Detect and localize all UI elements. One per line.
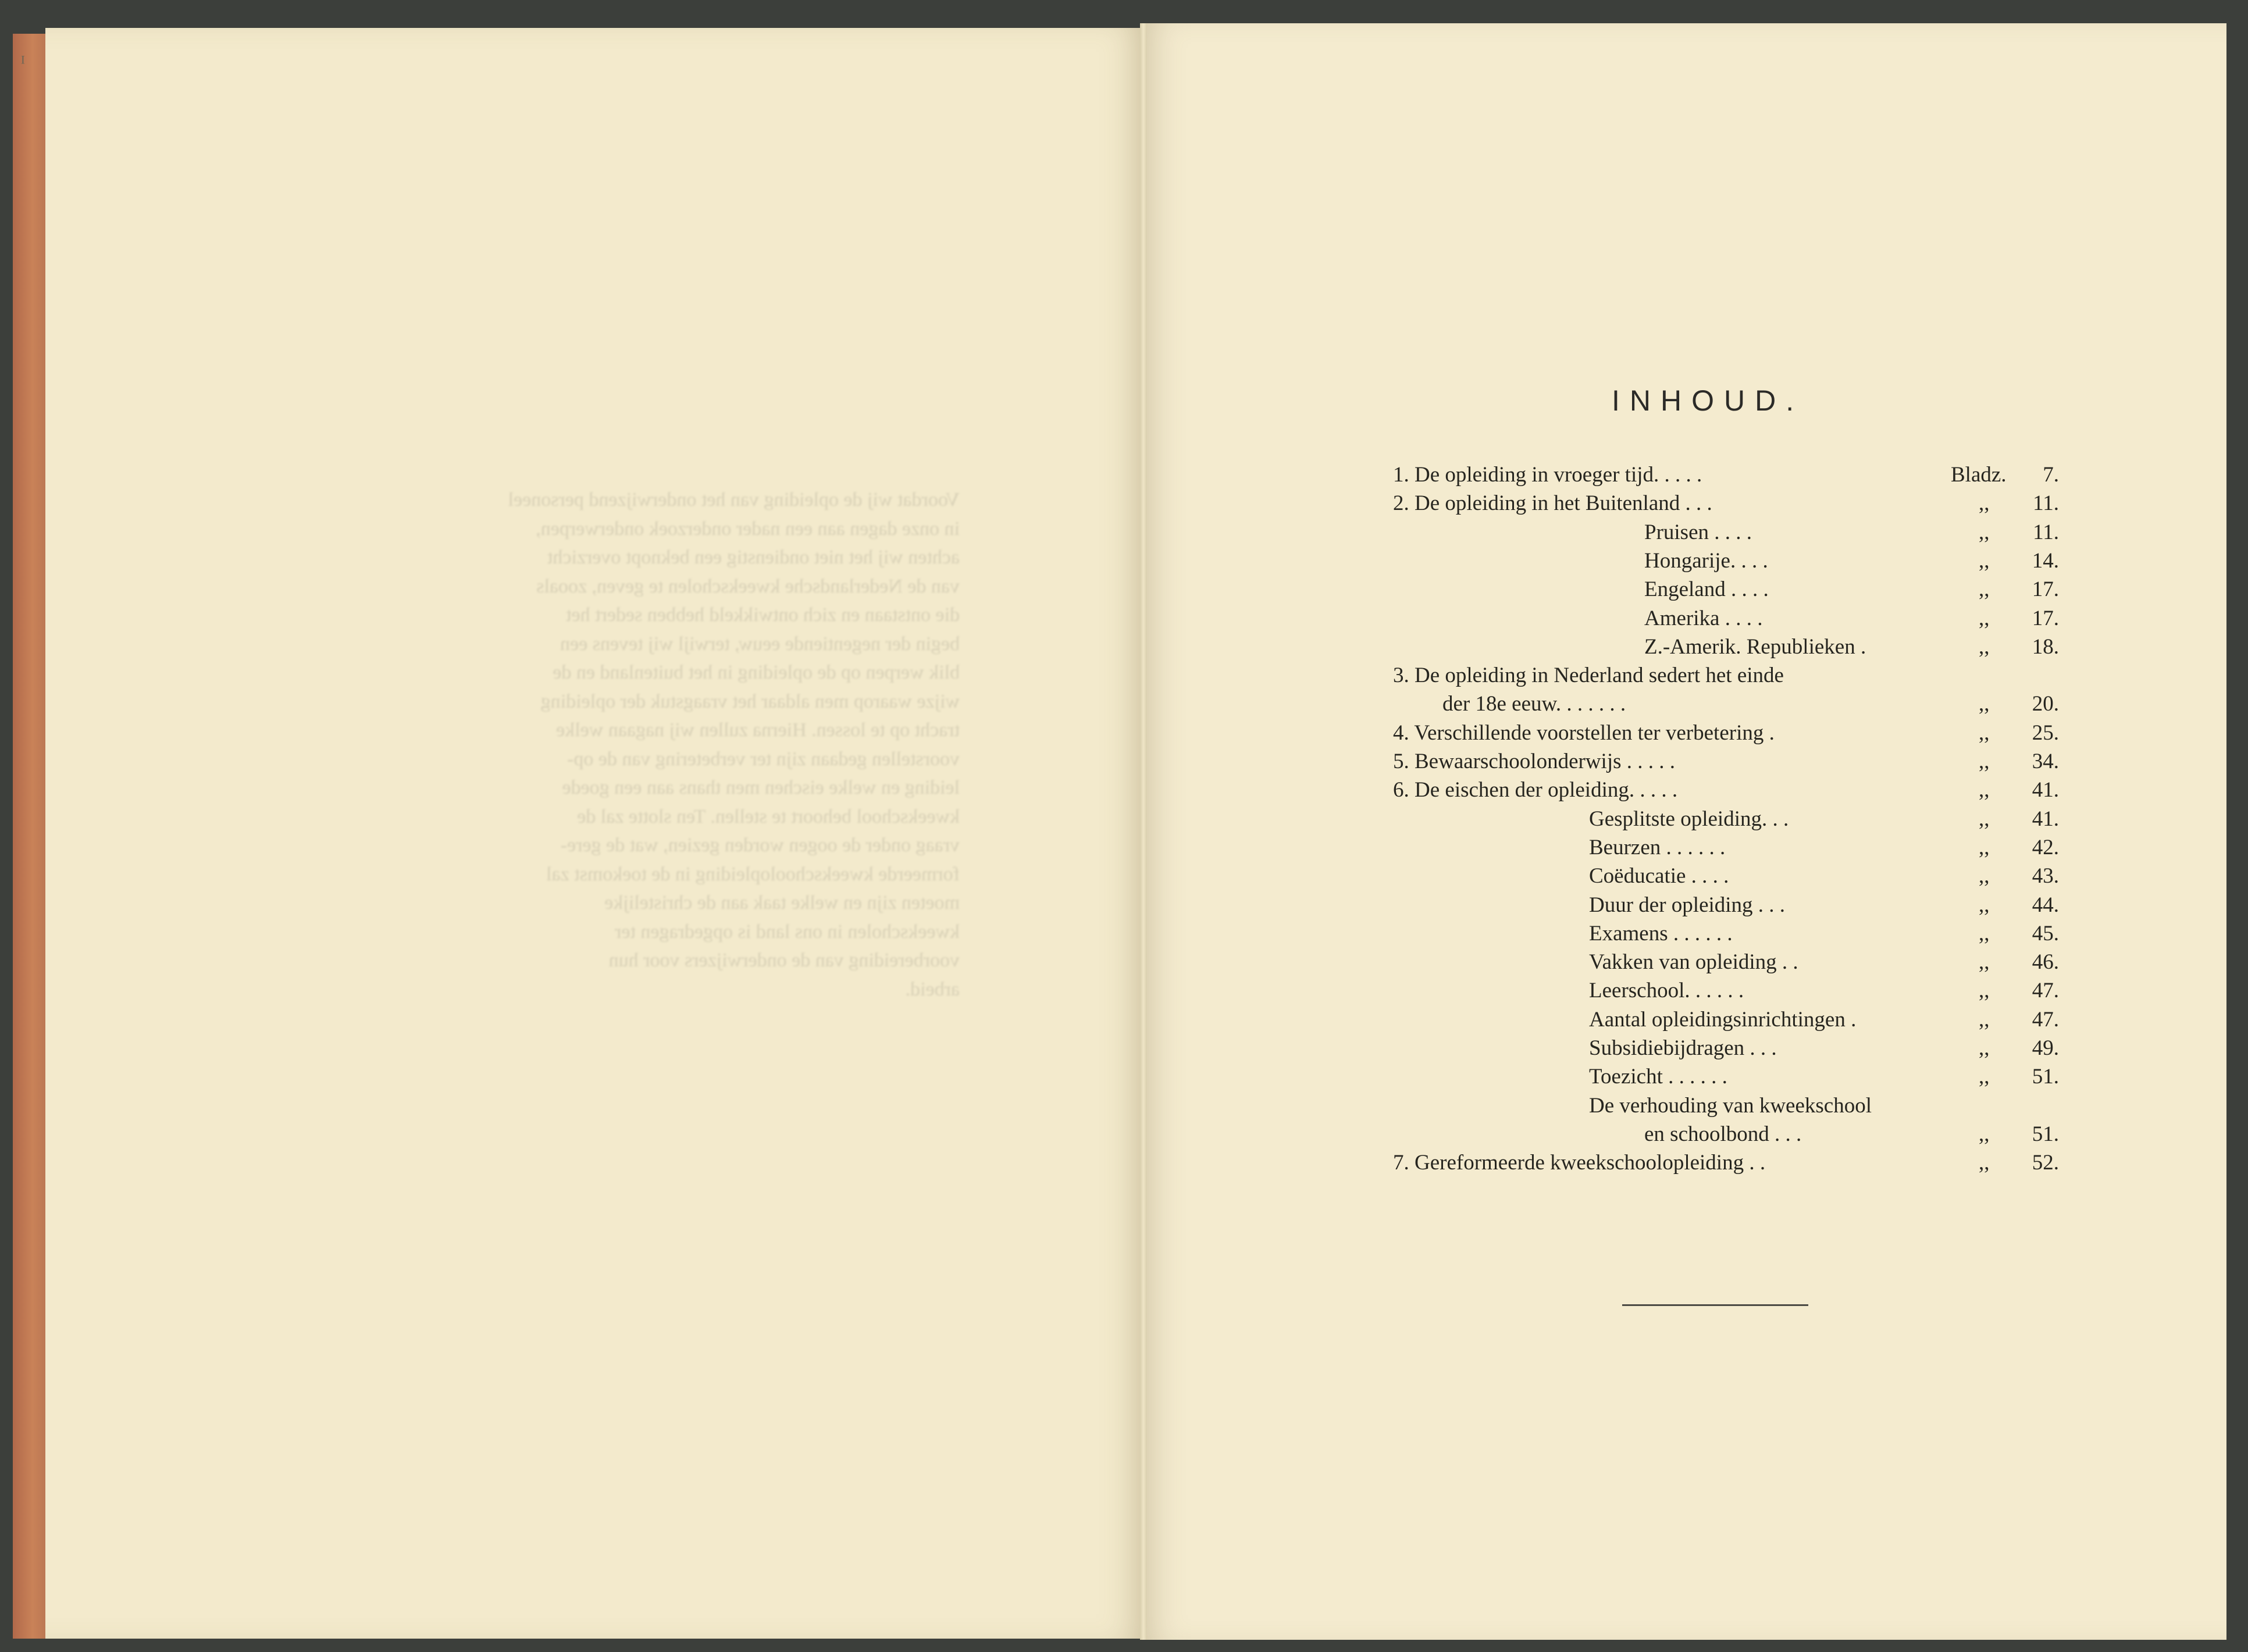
toc-entry-page: 46. — [2032, 950, 2059, 975]
toc-entry — [0, 1036, 2248, 1065]
toc-entry-ditto: ,, — [1979, 606, 1990, 630]
bleed-through-line: in onze dagen aan een nader onderzoek onderwerpen, — [536, 518, 960, 540]
toc-entry-title: Aantal opleidingsinrichtingen . — [1589, 1007, 1857, 1032]
toc-entry-page: 17. — [2032, 577, 2059, 602]
toc-entry-title: Gesplitste opleiding. . . — [1589, 807, 1789, 831]
toc-entry-ditto: ,, — [1979, 979, 1990, 1003]
toc-entry — [0, 691, 2248, 720]
toc-entry-ditto: ,, — [1979, 1036, 1990, 1060]
toc-entry-ditto: ,, — [1979, 1151, 1990, 1175]
toc-entry — [0, 835, 2248, 864]
toc-entry-page: 18. — [2032, 634, 2059, 659]
toc-entry — [0, 749, 2248, 778]
toc-entry-title: De verhouding van kweekschool — [1589, 1093, 1872, 1118]
bleed-through-line: blik werpen op de opleiding in het buitenland en de — [553, 662, 960, 683]
toc-entry — [0, 577, 2248, 606]
toc-entry-ditto: ,, — [1979, 548, 1990, 573]
toc-entry-ditto: ,, — [1979, 520, 1990, 544]
toc-entry — [0, 634, 2248, 663]
toc-entry-ditto: ,, — [1979, 491, 1990, 516]
toc-entry-ditto: ,, — [1979, 835, 1990, 859]
bleed-through-line: voorstellen gedaan zijn ter verbetering van de op- — [567, 748, 960, 770]
toc-entry — [0, 1064, 2248, 1093]
toc-entry-page: 47. — [2032, 979, 2059, 1003]
toc-entry-page: 11. — [2033, 491, 2059, 516]
bleed-through-line: vraag onder de oogen worden gezien, wat de gere- — [560, 834, 960, 856]
toc-entry — [0, 950, 2248, 979]
page-title: INHOUD. — [1612, 384, 1804, 417]
toc-entry-ditto: ,, — [1979, 720, 1990, 745]
bleed-through-line: achten wij het niet ondienstig een beknopt overzicht — [547, 547, 960, 568]
toc-entry-title: Beurzen . . . . . . — [1589, 835, 1726, 859]
toc-entry-title: 6. De eischen der opleiding. . . . . — [1393, 778, 1678, 802]
toc-entry-ditto: ,, — [1979, 1122, 1990, 1146]
toc-entry — [0, 893, 2248, 922]
toc-entry-title: Vakken van opleiding . . — [1589, 950, 1798, 975]
toc-entry — [0, 720, 2248, 750]
bleed-through-line: leiding en welke eischen men thans aan een goede — [562, 777, 960, 798]
bleed-through-line: Voordat wij de opleiding van het onderwijzend personeel — [508, 489, 960, 511]
toc-entry-page: 14. — [2032, 548, 2059, 573]
toc-entry-page: 20. — [2032, 692, 2059, 716]
bleed-through-line: kweekschool behoort te stellen. Ten slotte zal de — [577, 805, 960, 827]
toc-entry-title: der 18e eeuw. . . . . . . — [1442, 692, 1626, 716]
toc-entry-title: 2. De opleiding in het Buitenland . . . — [1393, 491, 1712, 516]
toc-entry — [0, 548, 2248, 577]
toc-entry-page: 41. — [2032, 807, 2059, 831]
toc-entry-ditto: ,, — [1979, 577, 1990, 602]
toc-entry-title: en schoolbond . . . — [1644, 1122, 1802, 1146]
toc-entry-title: Subsidiebijdragen . . . — [1589, 1036, 1777, 1060]
toc-entry-page: 47. — [2032, 1007, 2059, 1032]
toc-entry-page: 49. — [2032, 1036, 2059, 1060]
toc-entry — [0, 462, 2248, 491]
toc-entry-ditto: ,, — [1979, 634, 1990, 659]
toc-entry-page: 51. — [2032, 1065, 2059, 1089]
toc-entry-title: Hongarije. . . . — [1644, 548, 1768, 573]
toc-entry-page: 51. — [2032, 1122, 2059, 1146]
toc-entry — [0, 864, 2248, 893]
toc-entry — [0, 491, 2248, 520]
toc-entry-title: 4. Verschillende voorstellen ter verbetering . — [1393, 720, 1775, 745]
toc-entry — [0, 1150, 2248, 1179]
toc-entry-ditto: ,, — [1979, 950, 1990, 975]
toc-entry-title: Leerschool. . . . . . — [1589, 979, 1744, 1003]
toc-entry-page: 11. — [2033, 520, 2059, 544]
toc-entry-ditto: Bladz. — [1951, 463, 2007, 487]
bleed-through-line: tracht op te lossen. Hierna zullen wij nagaan welke — [556, 719, 960, 741]
toc-entry-page: 42. — [2032, 835, 2059, 859]
bleed-through-line: kweekscholen in ons land is opgedragen ter — [615, 920, 960, 943]
toc-entry-title: Coëducatie . . . . — [1589, 864, 1729, 889]
toc-entry-title: Examens . . . . . . — [1589, 921, 1733, 945]
toc-entry — [0, 520, 2248, 549]
toc-entry — [0, 1122, 2248, 1151]
toc-entry-page: 52. — [2032, 1151, 2059, 1175]
toc-entry-title: Pruisen . . . . — [1644, 520, 1752, 544]
toc-entry-page: 45. — [2032, 921, 2059, 945]
spine-mark: ᴵ — [21, 52, 25, 74]
toc-entry-ditto: ,, — [1979, 750, 1990, 773]
toc-entry-title: 7. Gereformeerde kweekschoolopleiding . . — [1393, 1151, 1766, 1175]
toc-entry — [0, 1093, 2248, 1122]
bleed-through-line: van de Nederlandsche kweekscholen te geven, zooals — [536, 575, 960, 597]
toc-entry-page: 34. — [2032, 750, 2059, 773]
toc-entry-page: 25. — [2032, 720, 2059, 745]
toc-entry-title: 5. Bewaarschoolonderwijs . . . . . — [1393, 750, 1676, 773]
end-rule — [1622, 1304, 1808, 1306]
toc-entry-ditto: ,, — [1979, 864, 1990, 889]
toc-entry-page: 41. — [2032, 778, 2059, 802]
toc-entry — [0, 807, 2248, 836]
toc-entry-title: Z.-Amerik. Republieken . — [1644, 634, 1866, 659]
toc-entry — [0, 663, 2248, 692]
toc-entry-title: Toezicht . . . . . . — [1589, 1065, 1727, 1089]
bleed-through-line: wijze waarop men aldaar het vraagstuk der opleiding — [540, 690, 960, 712]
bleed-through-line: voorbereiding van de onderwijzers voor hun — [608, 950, 960, 971]
toc-entry-ditto: ,, — [1979, 1007, 1990, 1032]
toc-entry-title: Engeland . . . . — [1644, 577, 1769, 602]
bleed-through-line: moeten zijn en welke taak aan de christelijke — [604, 892, 960, 914]
toc-entry-page: 43. — [2032, 864, 2059, 889]
toc-entry — [0, 777, 2248, 807]
toc-entry-title: Amerika . . . . — [1644, 606, 1763, 630]
toc-entry-title: 1. De opleiding in vroeger tijd. . . . . — [1393, 463, 1702, 487]
toc-entry — [0, 978, 2248, 1007]
toc-entry-title: Duur der opleiding . . . — [1589, 893, 1786, 917]
bleed-through-line: begin der negentiende eeuw, terwijl wij tevens een — [560, 633, 960, 655]
toc-entry-ditto: ,, — [1979, 921, 1990, 945]
toc-entry-title: 3. De opleiding in Nederland sedert het einde — [1393, 663, 1784, 688]
toc-entry-page: 44. — [2032, 893, 2059, 917]
toc-entry-ditto: ,, — [1979, 893, 1990, 917]
toc-entry-page: 7. — [2043, 463, 2059, 487]
toc-entry — [0, 606, 2248, 635]
toc-entry-ditto: ,, — [1979, 778, 1990, 802]
toc-entry — [0, 921, 2248, 950]
toc-entry-ditto: ,, — [1979, 1065, 1990, 1089]
toc-entry-ditto: ,, — [1979, 692, 1990, 716]
toc-entry-ditto: ,, — [1979, 807, 1990, 831]
bleed-through-line: die ontstaan en zich ontwikkeld hebben sedert het — [566, 604, 960, 626]
toc-entry-page: 17. — [2032, 606, 2059, 630]
bleed-through-line: arbeid. — [905, 978, 960, 1000]
toc-entry — [0, 1007, 2248, 1036]
bleed-through-line: formeerde kweekschoolopleiding in de toekomst zal — [546, 863, 960, 885]
